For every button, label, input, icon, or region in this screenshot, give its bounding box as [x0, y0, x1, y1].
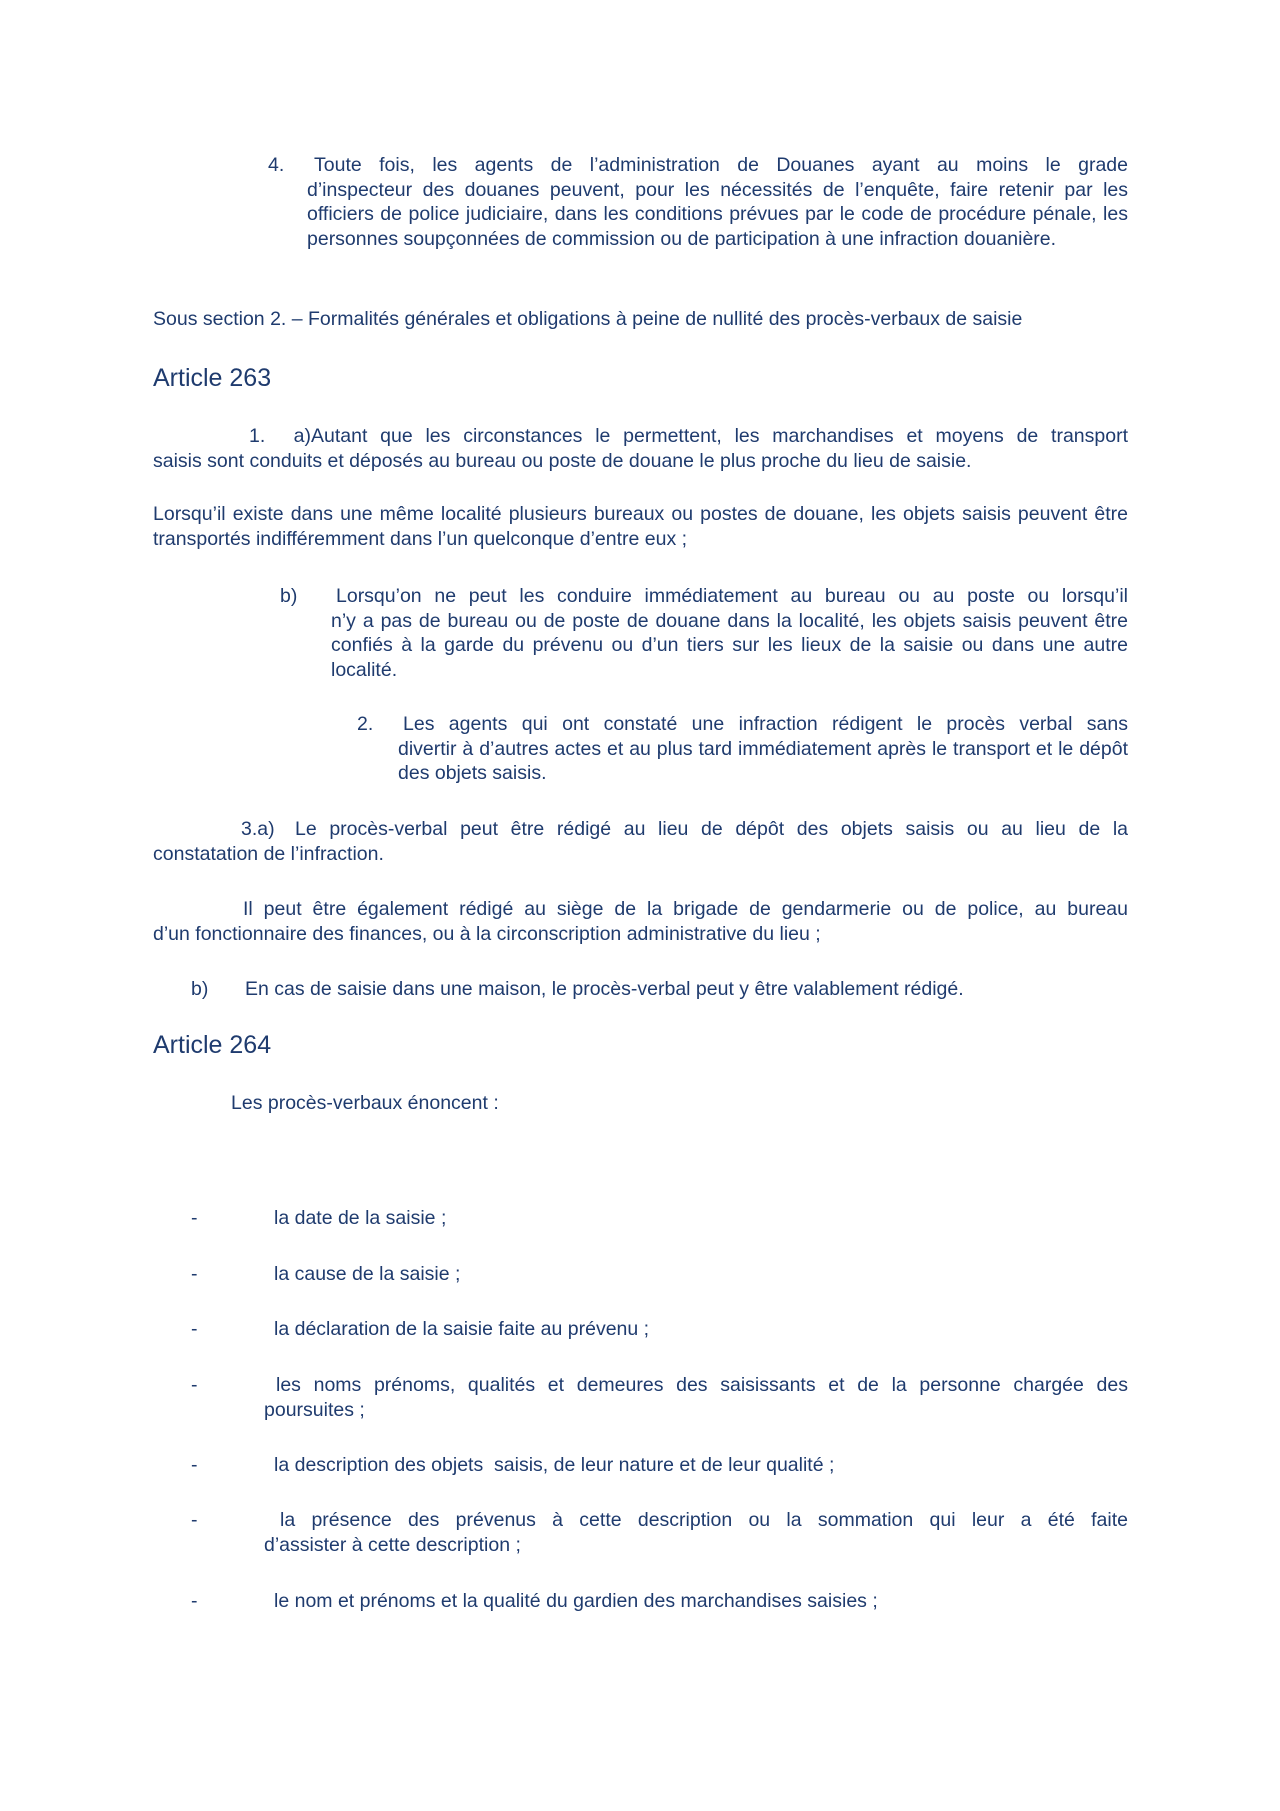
article-263-p5-rest: d’un fonctionnaire des finances, ou à la circonscription administrative du lieu ;	[153, 922, 821, 945]
list-dash: -	[191, 1454, 198, 1476]
item-4-rest: d’inspecteur des douanes peuvent, pour les nécessités de l’enquête, faire retenir par les officiers de police judiciaire, dans les conditions prévues par le code de procédure pénale, les personnes soupçonnées de commission ou de participation à une infraction douanière.	[307, 178, 1128, 250]
article-263-p4-line1: Le procès-verbal peut être rédigé au lieu de dépôt des objets saisis ou au lieu de la	[295, 818, 1128, 840]
article-263-p4-rest: constatation de l’infraction.	[153, 842, 384, 865]
article-263-p6-text: En cas de saisie dans une maison, le procès-verbal peut y être valablement rédigé.	[245, 978, 964, 1000]
list-dash: -	[191, 1509, 198, 1531]
item-4-line1: Toute fois, les agents de l’administration de Douanes ayant au moins le grade	[314, 154, 1128, 176]
list-item-text: le nom et prénoms et la qualité du gardien des marchandises saisies ;	[274, 1590, 878, 1612]
article-263-p3-first-line	[357, 712, 1128, 737]
article-263-p4-first-line	[153, 817, 1128, 842]
article-263-p1-rest: saisis sont conduits et déposés au bureau ou poste de douane le plus proche du lieu de saisie.	[153, 449, 972, 472]
list-item-text: la déclaration de la saisie faite au prévenu ;	[274, 1318, 650, 1340]
article-263-p3	[357, 712, 1128, 786]
article-263-p5	[153, 897, 1128, 946]
list-dash: -	[191, 1590, 198, 1612]
list-item-text: les noms prénoms, qualités et demeures des saisissants et de la personne chargée des	[276, 1374, 1128, 1396]
article-263-p3-rest: divertir à d’autres actes et au plus tard immédiatement après le transport et le dépôt des objets saisis.	[398, 737, 1128, 784]
list-item-text: la cause de la saisie ;	[274, 1263, 461, 1285]
list-item-text-continued: d’assister à cette description ;	[264, 1534, 521, 1556]
article-263-p5-first-line	[153, 897, 1128, 922]
article-263-p5-line1: Il peut être également rédigé au siège de la brigade de gendarmerie ou de police, au bureau	[243, 898, 1128, 920]
article-264-intro: Les procès-verbaux énoncent :	[231, 1092, 499, 1114]
list-item-text-continued: poursuites ;	[264, 1399, 365, 1421]
article-263-p1-line1: Autant que les circonstances le permettent, les marchandises et moyens de transport	[311, 425, 1128, 447]
article-263-pb	[280, 584, 1128, 682]
item-4-first-line	[268, 153, 1128, 178]
subsection-heading: Sous section 2. – Formalités générales et obligations à peine de nullité des procès-verbaux de saisie	[153, 308, 1023, 330]
article-263-p1	[153, 424, 1128, 473]
article-263-p1-label: 1. a)	[249, 425, 311, 447]
article-263-pb-rest: n’y a pas de bureau ou de poste de douane dans la localité, les objets saisis peuvent être confiés à la garde du prévenu ou d’un tiers sur les lieux de la saisie ou dans une autre localité.	[331, 609, 1128, 681]
article-263-p4-label: 3.a)	[241, 818, 275, 840]
list-item-text: la date de la saisie ;	[274, 1207, 447, 1229]
article-263-p3-label: 2.	[357, 713, 374, 735]
article-263-p3-line1: Les agents qui ont constaté une infraction rédigent le procès verbal sans	[403, 713, 1128, 735]
article-263-p6-label: b)	[191, 978, 209, 1000]
article-263-title: Article 263	[153, 364, 272, 392]
item-4-number: 4.	[268, 154, 285, 176]
item-4	[268, 153, 1128, 251]
article-263-pb-label: b)	[280, 585, 298, 607]
list-item-text: la présence des prévenus à cette description ou la sommation qui leur a été faite	[280, 1509, 1128, 1531]
article-263-p6	[191, 977, 1128, 1002]
article-263-pb-first-line	[280, 584, 1128, 609]
article-263-p2: Lorsqu’il existe dans une même localité plusieurs bureaux ou postes de douane, les objets saisis peuvent être transportés indifféremment dans l’un quelconque d’entre eux ;	[153, 503, 1128, 550]
list-dash: -	[191, 1318, 198, 1340]
article-263-p1-first-line	[153, 424, 1128, 449]
list-item-text: la description des objets saisis, de leur nature et de leur qualité ;	[274, 1454, 835, 1476]
article-263-pb-line1: Lorsqu’on ne peut les conduire immédiatement au bureau ou au poste ou lorsqu’il	[336, 585, 1128, 607]
list-dash: -	[191, 1263, 198, 1285]
article-264-title: Article 264	[153, 1031, 272, 1059]
list-dash: -	[191, 1374, 198, 1396]
list-dash: -	[191, 1207, 198, 1229]
article-263-p4	[153, 817, 1128, 866]
